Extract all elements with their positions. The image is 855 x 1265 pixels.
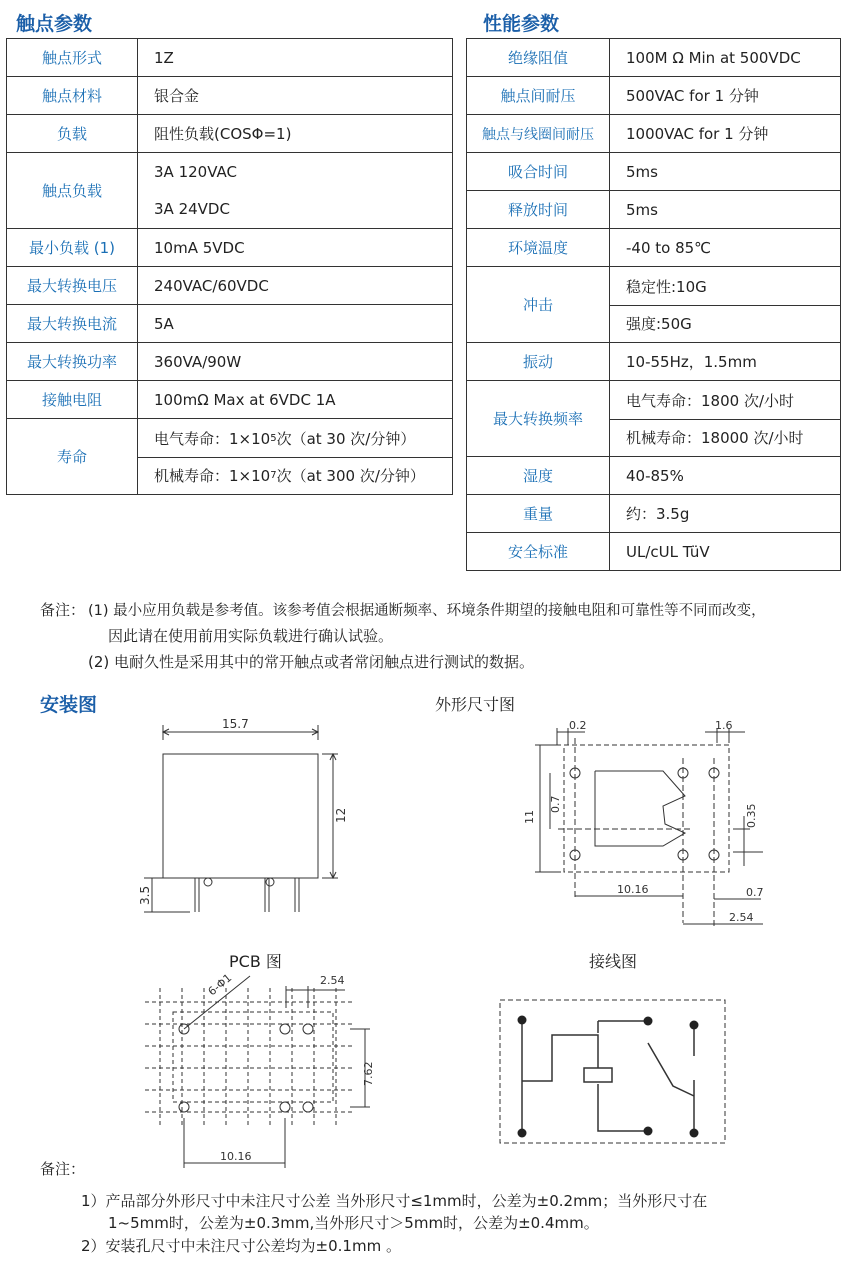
table-row: 绝缘阻值 100M Ω Min at 500VDC: [467, 39, 841, 77]
table-row: 最大转换电流 5A: [7, 305, 453, 343]
note-1-cont: 因此请在使用前用实际负载进行确认试验。: [108, 627, 394, 645]
pcb-drawing: [140, 968, 385, 1173]
dim-2-54: 2.54: [729, 911, 754, 924]
note2-1: 1）产品部分外形尺寸中未注尺寸公差 当外形尺寸≤1mm时，公差为±0.2mm；当外形尺寸在: [81, 1192, 708, 1210]
notes-label: 备注：: [40, 601, 86, 619]
note2-1-cont: 1~5mm时，公差为±0.3mm,当外形尺寸＞5mm时，公差为±0.4mm。: [108, 1214, 599, 1232]
wiring-title: 接线图: [589, 952, 638, 971]
table-row: 触点材料 银合金: [7, 77, 453, 115]
note2-2: 2）安装孔尺寸中未注尺寸公差均为±0.1mm 。: [81, 1237, 401, 1255]
table-row: 最小负载 (1) 10mA 5VDC: [7, 229, 453, 267]
dim-0-35: 0.35: [745, 803, 758, 828]
pcb-title: PCB 图: [229, 952, 282, 971]
table-row: 触点负载 3A 120VAC 3A 24VDC: [7, 153, 453, 229]
performance-params-table: [466, 38, 841, 571]
table-row: 释放时间 5ms: [467, 191, 841, 229]
note-2: (2) 电耐久性是采用其中的常开触点或者常闭触点进行测试的数据。: [88, 653, 535, 671]
table-row: 吸合时间 5ms: [467, 153, 841, 191]
outline-drawing: [515, 718, 775, 930]
side-view-drawing: [130, 715, 360, 920]
outline-title: 外形尺寸图: [435, 695, 516, 714]
contact-params-table: [6, 38, 453, 495]
table-row: 冲击 稳定性:10G 强度:50G: [467, 267, 841, 343]
dim-0-2: 0.2: [569, 719, 587, 732]
dim-11: 11: [523, 810, 536, 824]
table-row: 湿度 40-85%: [467, 457, 841, 495]
dim-1-6: 1.6: [715, 719, 733, 732]
dim-0-7-bottom: 0.7: [746, 886, 764, 899]
dim-10-16: 10.16: [617, 883, 649, 896]
note-1: (1) 最小应用负载是参考值。该参考值会根据通断频率、环境条件期望的接触电阻和可靠性等不同而改变，: [88, 603, 766, 619]
pcb-dim-10-16: 10.16: [220, 1150, 252, 1163]
table-row: 振动 10-55Hz，1.5mm: [467, 343, 841, 381]
dim-0-7-left: 0.7: [549, 795, 562, 813]
performance-params-title: 性能参数: [483, 13, 560, 35]
install-title: 安装图: [40, 694, 98, 716]
table-row: 最大转换电压 240VAC/60VDC: [7, 267, 453, 305]
table-row: 安全标准 UL/cUL TüV: [467, 533, 841, 571]
table-row: 触点间耐压 500VAC for 1 分钟: [467, 77, 841, 115]
table-row: 负载 阻性负载(COSΦ=1): [7, 115, 453, 153]
table-row: 环境温度 -40 to 85℃: [467, 229, 841, 267]
notes2-label: 备注：: [40, 1160, 86, 1178]
table-row: 触点与线圈间耐压 1000VAC for 1 分钟: [467, 115, 841, 153]
pcb-dim-7-62: 7.62: [362, 1061, 375, 1086]
table-row: 接触电阻 100mΩ Max at 6VDC 1A: [7, 381, 453, 419]
table-row: 最大转换频率 电气寿命：1800 次/小时 机械寿命：18000 次/小时: [467, 381, 841, 457]
dim-3-5: 3.5: [138, 885, 152, 905]
table-row: 重量 约：3.5g: [467, 495, 841, 533]
wiring-drawing: [498, 998, 730, 1148]
table-row: 触点形式 1Z: [7, 39, 453, 77]
pcb-holes-label: 6-Φ1: [205, 971, 235, 999]
contact-params-title: 触点参数: [16, 13, 93, 35]
table-row: 寿命 电气寿命：1×10 5 次（at 30 次/分钟） 机械寿命：1×10 7 次（at 300 次/分钟）: [7, 419, 453, 495]
dim-12: 12: [334, 807, 348, 823]
dim-15-7: 15.7: [222, 717, 249, 731]
pcb-dim-2-54: 2.54: [320, 974, 345, 987]
table-row: 最大转换功率 360VA/90W: [7, 343, 453, 381]
